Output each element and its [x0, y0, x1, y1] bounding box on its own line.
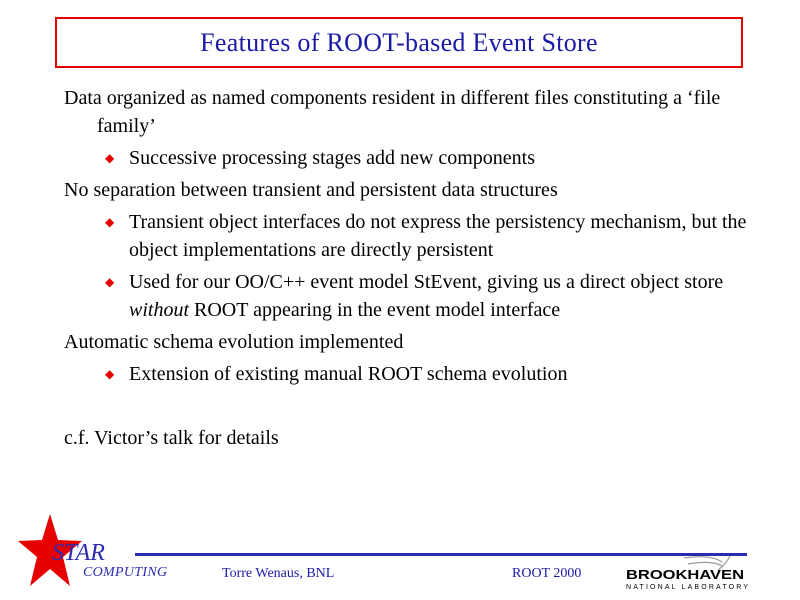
bullet-level1 [64, 328, 764, 356]
bullet-level1 [64, 424, 764, 452]
bullet-text: ROOT appearing in the event model interface [189, 299, 561, 321]
bullet-level2 [105, 144, 764, 172]
bullet-text: Extension of existing manual ROOT schema evolution [129, 363, 568, 385]
bullet-text: No separation between transient and persistent data structures [64, 179, 558, 201]
bullet-level2 [105, 208, 764, 264]
footer-event: ROOT 2000 [512, 566, 582, 581]
bnl-name: BROOKHAVEN [626, 567, 744, 582]
bullet-text: Successive processing stages add new components [129, 147, 536, 169]
bullet-text: c.f. Victor’s talk for details [64, 427, 279, 449]
spacer [64, 392, 764, 424]
diamond-bullet-icon: ◆ [105, 151, 115, 165]
diamond-bullet-icon: ◆ [105, 275, 115, 289]
bullet-text: Automatic schema evolution implemented [64, 331, 404, 353]
star-logo-text: STAR [52, 540, 105, 566]
bullet-level1 [64, 176, 764, 204]
bullet-level2 [105, 360, 764, 388]
diamond-bullet-icon: ◆ [105, 215, 115, 229]
title-box [55, 17, 743, 68]
bullet-text: Data organized as named components resident in different files constituting a ‘file family’ [64, 87, 721, 137]
bullet-text: Transient object interfaces do not express the persistency mechanism, but the object implementations are directly persistent [129, 211, 747, 261]
slide-content [64, 84, 764, 456]
bullet-level2 [105, 268, 764, 324]
bnl-sub: NATIONAL LABORATORY [626, 584, 748, 591]
slide-title: Features of ROOT-based Event Store [200, 27, 598, 57]
brookhaven-logo [622, 552, 752, 592]
diamond-bullet-icon: ◆ [105, 367, 115, 381]
computing-logo-text: COMPUTING [83, 565, 168, 580]
bullet-text: Used for our OO/C++ event model StEvent, giving us a direct object store [129, 271, 724, 293]
bullet-text-emphasis: without [129, 299, 190, 321]
bullet-level1 [64, 84, 764, 140]
footer-author: Torre Wenaus, BNL [222, 566, 335, 581]
